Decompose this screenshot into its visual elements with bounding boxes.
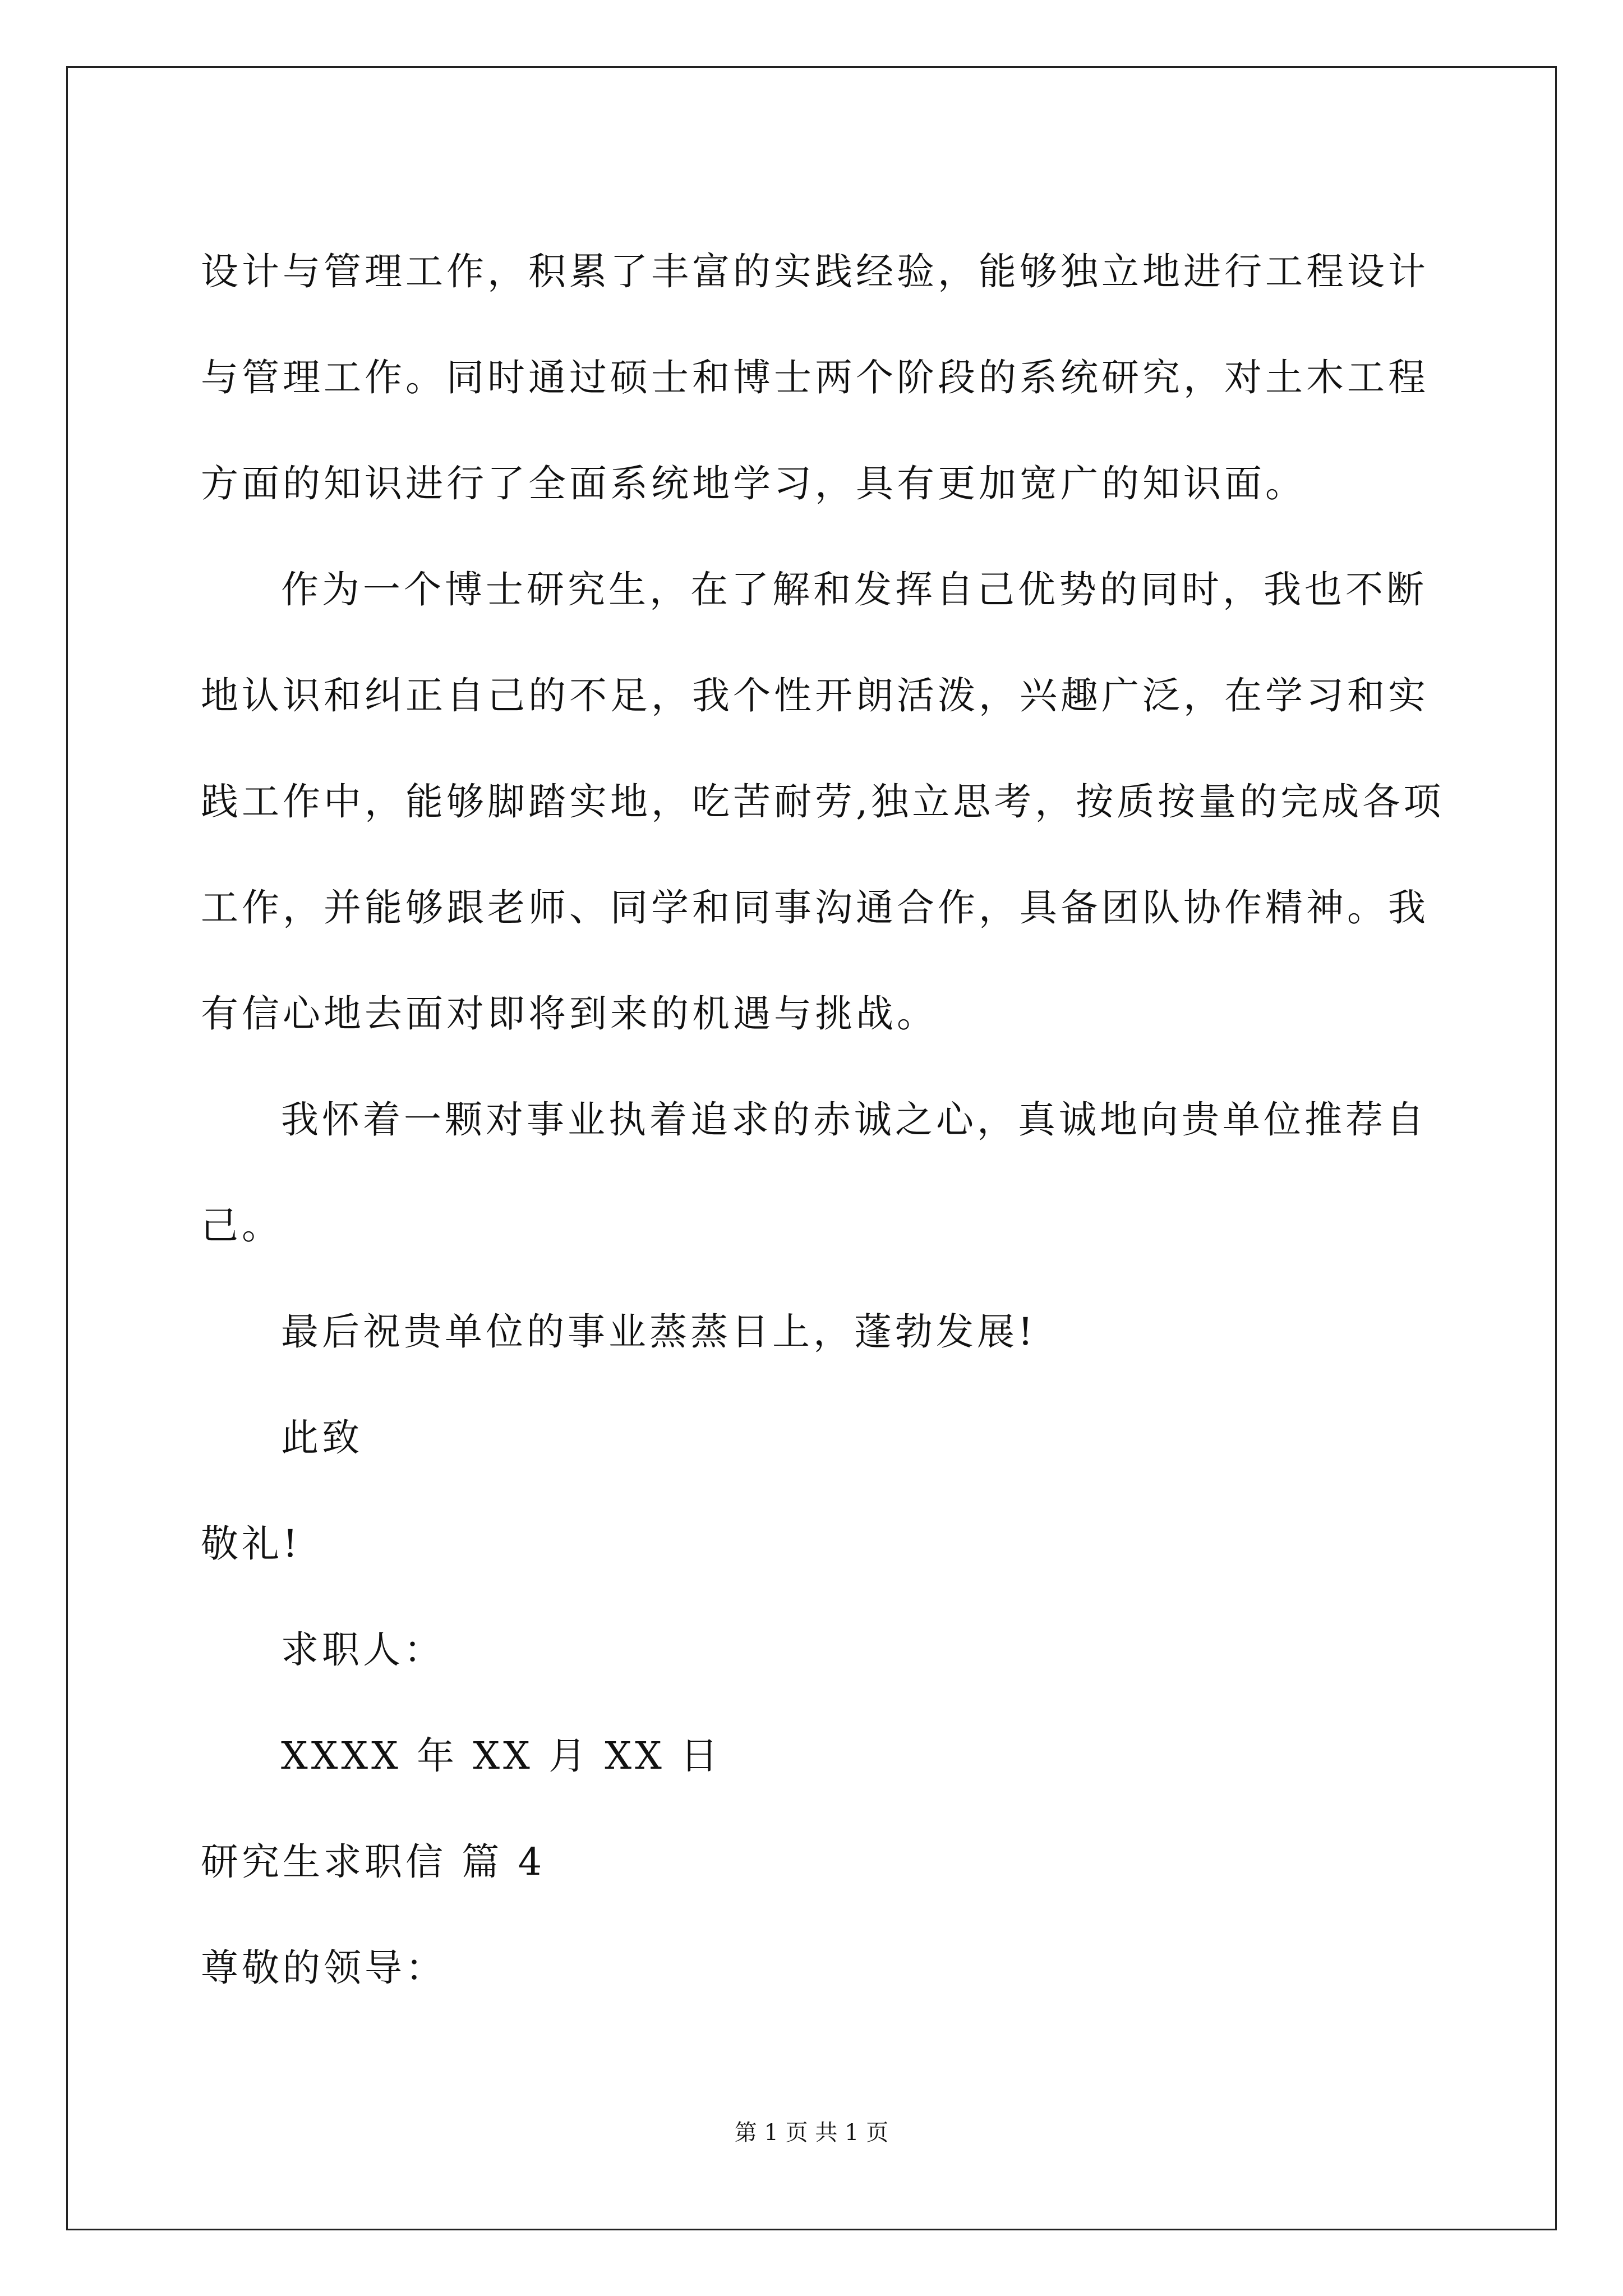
text-line: 我怀着一颗对事业执着追求的赤诚之心，真诚地向贵单位推荐自 xyxy=(281,1098,1427,1142)
closing-regards: 敬礼! xyxy=(201,1522,301,1566)
closing-salutation: 此致 xyxy=(281,1416,363,1460)
applicant-signature: 求职人： xyxy=(281,1628,445,1672)
text-line: 设计与管理工作，积累了丰富的实践经验，能够独立地进行工程设计 xyxy=(201,250,1429,293)
text-line: 己。 xyxy=(201,1204,283,1248)
text-line: 最后祝贵单位的事业蒸蒸日上，蓬勃发展! xyxy=(281,1310,1036,1354)
text-line: 践工作中，能够脚踏实地，吃苦耐劳,独立思考，按质按量的完成各项 xyxy=(201,780,1445,823)
section-heading: 研究生求职信 篇 4 xyxy=(201,1840,546,1884)
text-line: 与管理工作。同时通过硕士和博士两个阶段的系统研究，对土木工程 xyxy=(201,356,1429,399)
page-footer: 第 1 页 共 1 页 xyxy=(734,2120,889,2146)
text-line: 有信心地去面对即将到来的机遇与挑战。 xyxy=(201,992,938,1036)
text-line: 工作，并能够跟老师、同学和同事沟通合作，具备团队协作精神。我 xyxy=(201,886,1429,930)
document-body xyxy=(201,219,1445,2021)
text-line: 作为一个博士研究生，在了解和发挥自己优势的同时，我也不断 xyxy=(281,568,1427,611)
text-line: 方面的知识进行了全面系统地学习，具有更加宽广的知识面。 xyxy=(201,462,1306,505)
date-line: XXXX 年 XX 月 XX 日 xyxy=(281,1734,722,1778)
greeting: 尊敬的领导： xyxy=(201,1946,446,1990)
text-line: 地认识和纠正自己的不足，我个性开朗活泼，兴趣广泛，在学习和实 xyxy=(201,674,1429,717)
